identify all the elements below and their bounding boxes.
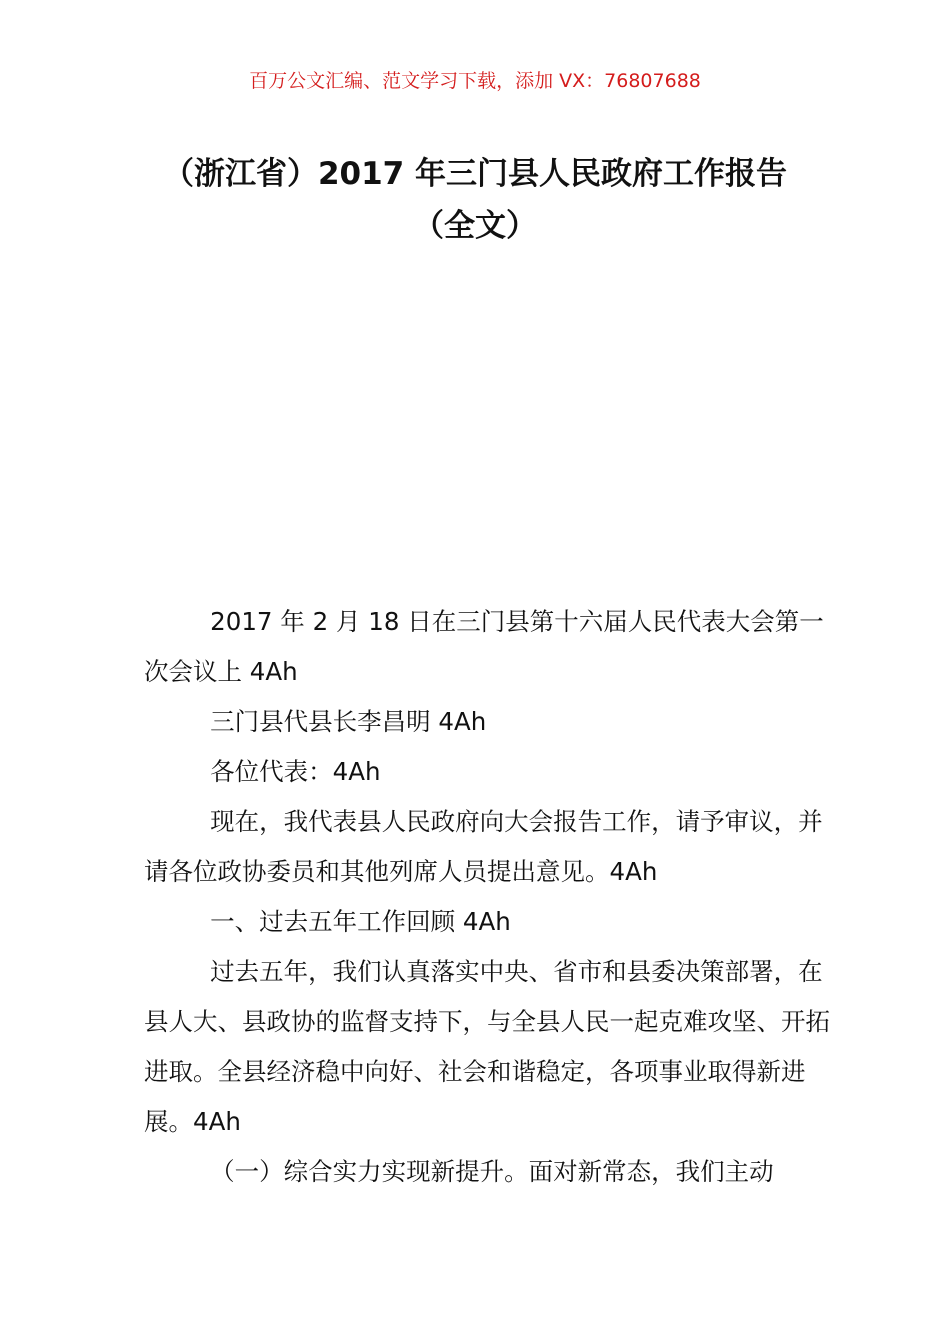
paragraph: 过去五年，我们认真落实中央、省市和县委决策部署，在县人大、县政协的监督支持下，与全县人民一起克难攻坚、开拓进取。全县经济稳中向好、社会和谐稳定，各项事业取得新进展。4Ah xyxy=(144,957,830,1136)
paragraph: （一）综合实力实现新提升。面对新常态，我们主动 xyxy=(210,1157,774,1186)
paragraph: 一、过去五年工作回顾 4Ah xyxy=(210,907,511,936)
header-note: 百万公文汇编、范文学习下载，添加 VX：76807688 xyxy=(249,70,701,92)
paragraph: 现在，我代表县人民政府向大会报告工作，请予审议，并请各位政协委员和其他列席人员提出意见。4Ah xyxy=(144,807,823,886)
paragraph: 各位代表：4Ah xyxy=(210,757,381,786)
document-body xyxy=(144,597,830,1197)
paragraph: 2017 年 2 月 18 日在三门县第十六届人民代表大会第一次会议上 4Ah xyxy=(144,607,824,686)
paragraph: 三门县代县长李昌明 4Ah xyxy=(210,707,487,736)
document-title: （浙江省）2017 年三门县人民政府工作报告（全文） xyxy=(162,156,788,244)
